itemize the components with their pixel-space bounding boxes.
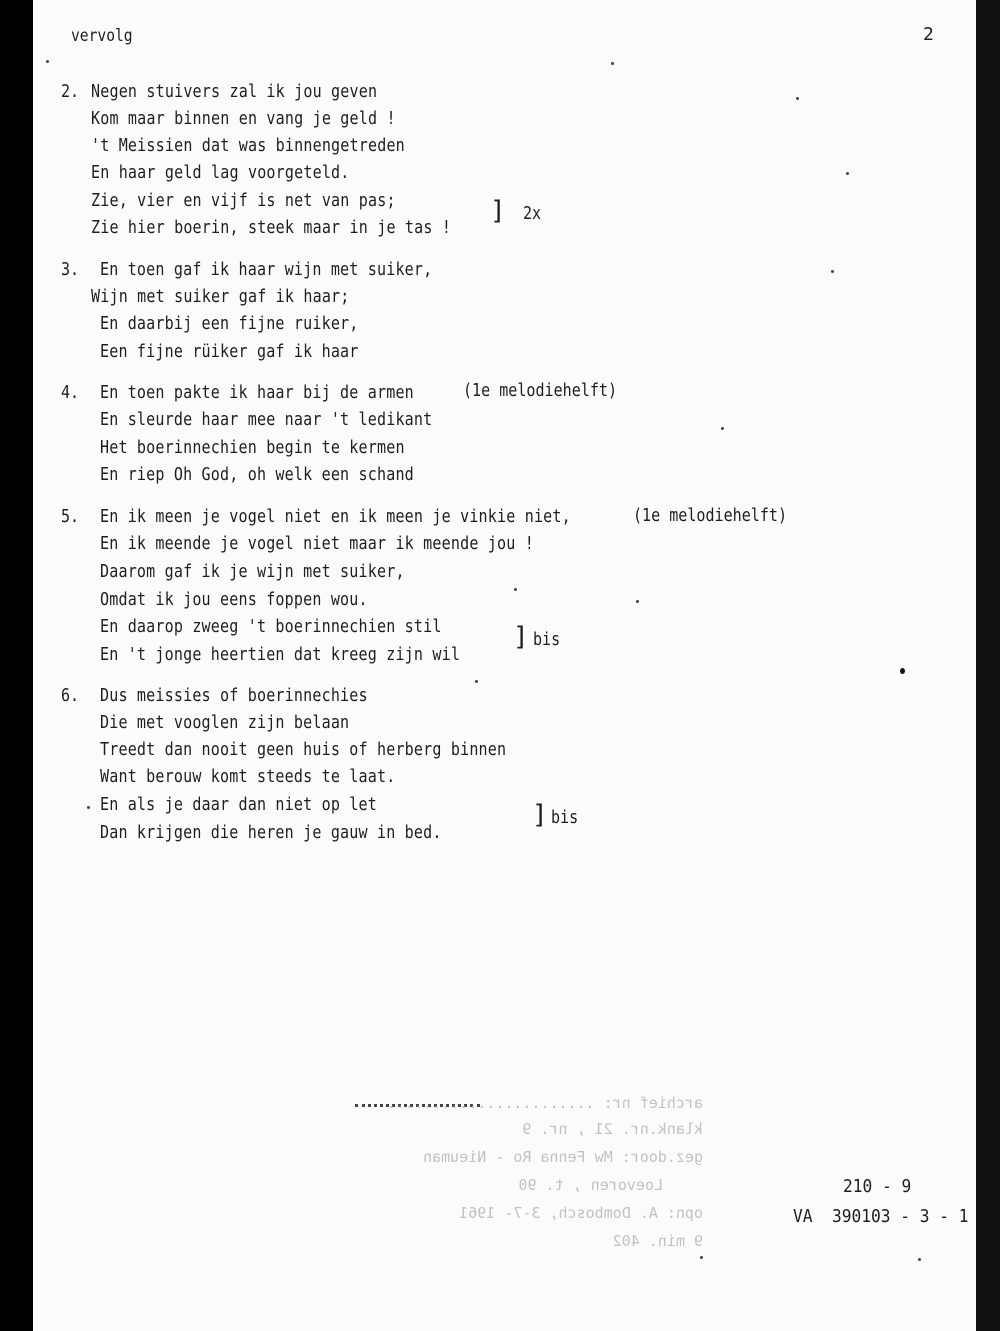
stamp-line: opn: A. Dombosch, 3-7- 1961: [459, 1204, 703, 1222]
verse-line: 't Meissien dat was binnengetreden: [91, 136, 405, 156]
archive-code: VA 390103 - 3 - 1: [793, 1206, 969, 1227]
archive-stamp: [303, 1090, 703, 1260]
melody-note: (1e melodiehelft): [633, 506, 788, 526]
speck: [796, 97, 799, 100]
verse-number: 2.: [61, 82, 80, 102]
verse-line: Omdat ik jou eens foppen wou.: [100, 590, 368, 610]
speck: [831, 270, 834, 273]
verse-line: En toen pakte ik haar bij de armen: [100, 383, 414, 403]
verse-line: En riep Oh God, oh welk een schand: [100, 465, 414, 485]
verse-line: En 't jonge heertien dat kreeg zijn wil: [100, 645, 461, 665]
verse-line: Dan krijgen die heren je gauw in bed.: [100, 823, 442, 843]
speck: [636, 600, 639, 603]
reference-code: 210 - 9: [843, 1176, 912, 1197]
verse-number: 6.: [61, 686, 80, 706]
stamp-line: 9 min. 402: [612, 1232, 703, 1250]
verse-line: En toen gaf ik haar wijn met suiker,: [100, 260, 433, 280]
speck: [87, 806, 90, 809]
repeat-bracket: ]: [532, 800, 548, 830]
verse-line: Het boerinnechien begin te kermen: [100, 438, 405, 458]
verse-line: En sleurde haar mee naar 't ledikant: [100, 410, 433, 430]
speck: [918, 1258, 921, 1261]
stamp-line: klank.nr. 21 , nr. 9: [522, 1120, 703, 1138]
verse-line: En ik meende je vogel niet maar ik meende jou !: [100, 534, 534, 554]
speck: [846, 172, 849, 175]
verse-line: Daarom gaf ik je wijn met suiker,: [100, 562, 405, 582]
verse-number: 3.: [61, 260, 80, 280]
repeat-bracket: ]: [490, 196, 506, 226]
speck: [611, 62, 614, 65]
scan-edge: [976, 0, 1000, 1331]
document-page: [33, 0, 976, 1331]
speck: [900, 668, 905, 674]
verse-line: Wijn met suiker gaf ik haar;: [91, 287, 350, 307]
repeat-marker: bis: [551, 808, 579, 828]
speck: [721, 427, 724, 430]
verse-line: En ik meen je vogel niet en ik meen je vinkie niet,: [100, 507, 571, 527]
verse-line: En haar geld lag voorgeteld.: [91, 163, 350, 183]
verse-line: Een fijne rüiker gaf ik haar: [100, 342, 359, 362]
stamp-line: gez.door: Mw Fenna Ro - Nieuman: [423, 1148, 703, 1166]
verse-line: En daarbij een fijne ruiker,: [100, 314, 359, 334]
repeat-marker: bis: [533, 630, 561, 650]
verse-number: 5.: [61, 507, 80, 527]
verse-line: En daarop zweeg 't boerinnechien stil: [100, 617, 442, 637]
verse-line: Want berouw komt steeds te laat.: [100, 767, 396, 787]
verse-line: En als je daar dan niet op let: [100, 795, 377, 815]
speck: [475, 680, 478, 683]
verse-number: 4.: [61, 383, 80, 403]
stamp-line: archief nr: .......................: [386, 1094, 703, 1112]
verse-line: Zie hier boerin, steek maar in je tas !: [91, 218, 452, 238]
verse-line: Die met vooglen zijn belaan: [100, 713, 350, 733]
page-number: 2: [923, 24, 934, 45]
verse-line: Treedt dan nooit geen huis of herberg binnen: [100, 740, 507, 760]
repeat-bracket: ]: [513, 622, 529, 652]
repeat-marker: 2x: [523, 204, 542, 224]
speck: [46, 60, 49, 63]
continuation-label: vervolg: [71, 26, 133, 46]
verse-line: Zie, vier en vijf is net van pas;: [91, 191, 396, 211]
stamp-line: Loevoren , t. 90: [518, 1176, 663, 1194]
verse-line: Negen stuivers zal ik jou geven: [91, 82, 378, 102]
melody-note: (1e melodiehelft): [463, 381, 618, 401]
verse-line: Dus meissies of boerinnechies: [100, 686, 368, 706]
verse-line: Kom maar binnen en vang je geld !: [91, 109, 396, 129]
speck: [514, 588, 517, 591]
